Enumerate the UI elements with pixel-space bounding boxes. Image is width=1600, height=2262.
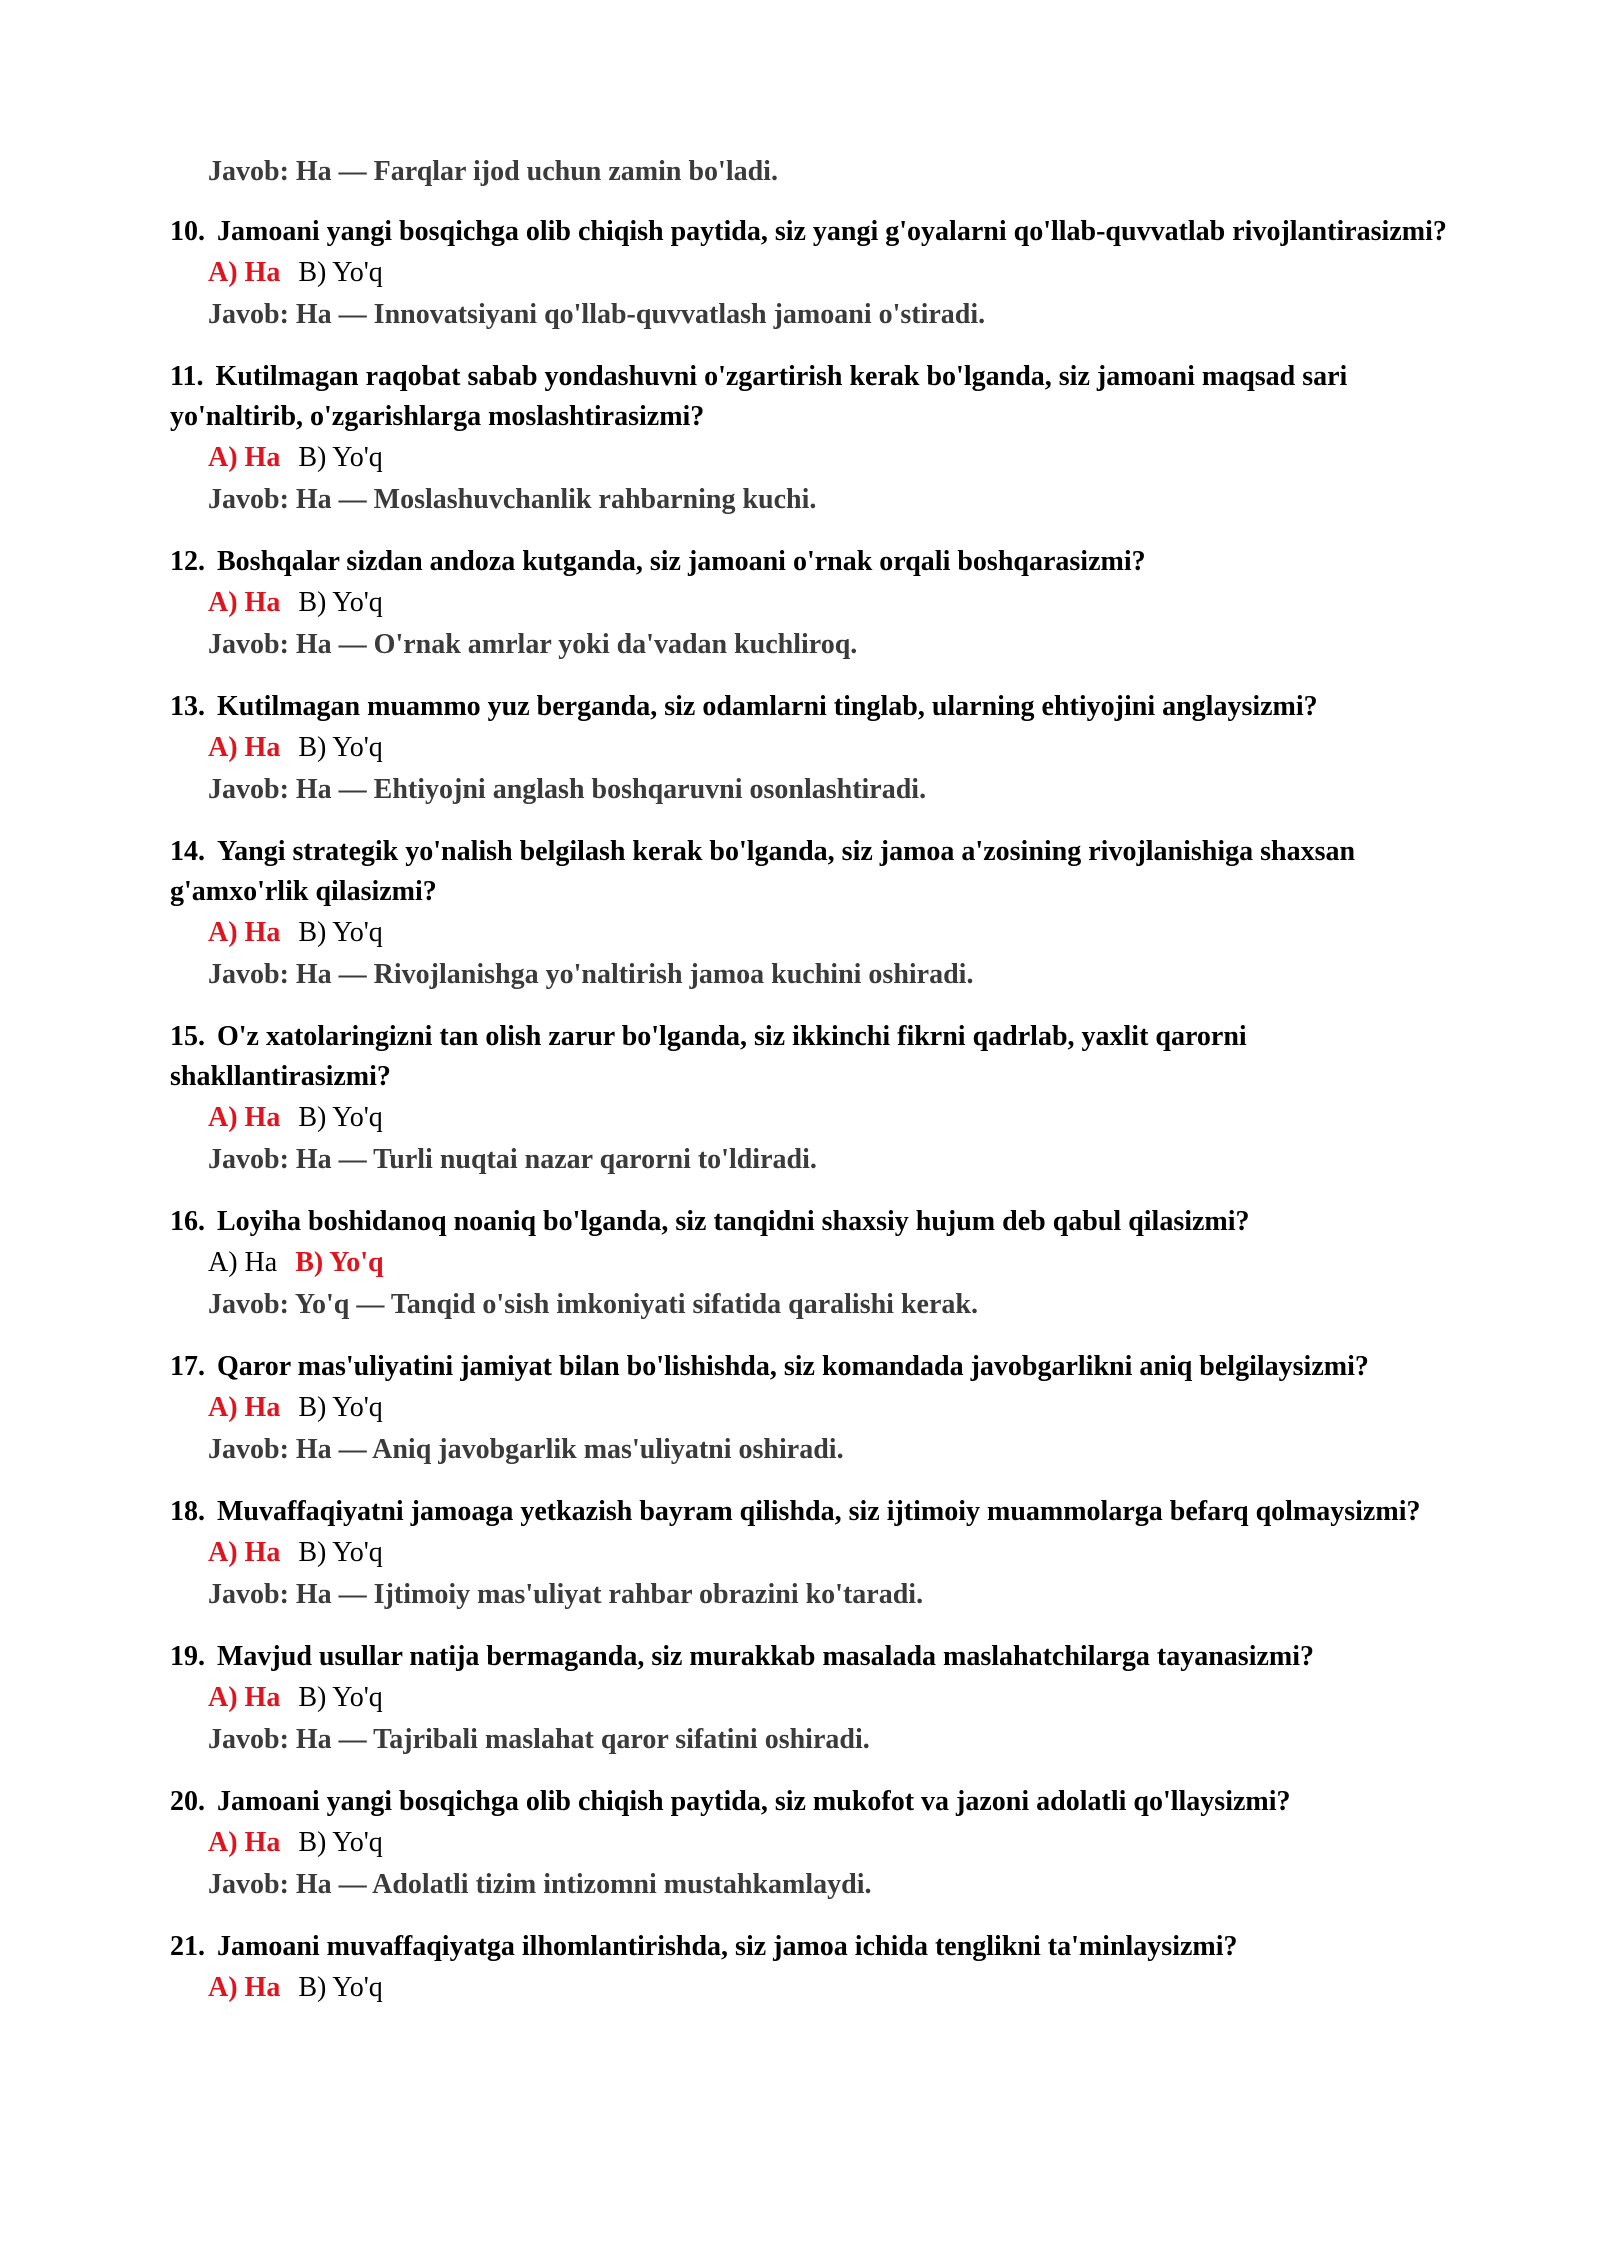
- question-item: [170, 357, 1460, 521]
- question-text: Jamoani muvaffaqiyatga ilhomlantirishda, siz jamoa ichida tenglikni ta'minlaysizmi?: [217, 1931, 1238, 1962]
- option-b: B) Yo'q: [298, 257, 383, 288]
- question-text-line: [170, 357, 1460, 437]
- question-number: 16.: [170, 1206, 205, 1237]
- question-number: 19.: [170, 1641, 205, 1672]
- question-item: [170, 542, 1460, 666]
- question-number: 11.: [170, 361, 204, 392]
- question-text: Jamoani yangi bosqichga olib chiqish paytida, siz yangi g'oyalarni qo'llab-quvvatlab rivojlantirasizmi?: [217, 216, 1447, 247]
- option-b: B) Yo'q: [298, 1392, 383, 1423]
- answer-options: [170, 1097, 1460, 1139]
- question-text: Boshqalar sizdan andoza kutganda, siz jamoani o'rnak orqali boshqarasizmi?: [217, 546, 1146, 577]
- option-a: A) Ha: [208, 442, 281, 473]
- option-b: B) Yo'q: [298, 1827, 383, 1858]
- question-number: 10.: [170, 216, 205, 247]
- option-a: A) Ha: [208, 257, 281, 288]
- question-item: [170, 1637, 1460, 1761]
- question-text-line: [170, 1492, 1460, 1532]
- question-text-line: [170, 1202, 1460, 1242]
- option-a: A) Ha: [208, 1682, 281, 1713]
- answer-line: Javob: Ha — Adolatli tizim intizomni mustahkamlaydi.: [208, 1869, 872, 1900]
- question-item: [170, 1202, 1460, 1326]
- question-text-line: [170, 687, 1460, 727]
- option-b: B) Yo'q: [298, 732, 383, 763]
- option-b: B) Yo'q: [298, 1682, 383, 1713]
- question-list: [170, 212, 1460, 2030]
- option-a: A) Ha: [208, 1102, 281, 1133]
- question-text-line: [170, 542, 1460, 582]
- question-text: Qaror mas'uliyatini jamiyat bilan bo'lishishda, siz komandada javobgarlikni aniq belgilaysizmi?: [217, 1351, 1369, 1382]
- question-number: 17.: [170, 1351, 205, 1382]
- option-b: B) Yo'q: [298, 442, 383, 473]
- answer-line: Javob: Yo'q — Tanqid o'sish imkoniyati sifatida qaralishi kerak.: [208, 1289, 978, 1320]
- question-text: Kutilmagan muammo yuz berganda, siz odamlarni tinglab, ularning ehtiyojini anglaysizmi?: [217, 691, 1318, 722]
- option-a: A) Ha: [208, 1972, 281, 2003]
- option-a: A) Ha: [208, 1247, 278, 1278]
- question-text-line: [170, 1782, 1460, 1822]
- answer-options: [170, 582, 1460, 624]
- question-number: 13.: [170, 691, 205, 722]
- answer-options: [170, 1532, 1460, 1574]
- question-text: Yangi strategik yo'nalish belgilash kerak bo'lganda, siz jamoa a'zosining rivojlanishiga shaxsan g'amxo'rlik qilasizmi?: [170, 836, 1356, 907]
- option-a: A) Ha: [208, 1392, 281, 1423]
- answer-options: [170, 1822, 1460, 1864]
- option-b: B) Yo'q: [298, 587, 383, 618]
- question-text: O'z xatolaringizni tan olish zarur bo'lganda, siz ikkinchi fikrni qadrlab, yaxlit qarorni shakllantirasizmi?: [170, 1021, 1247, 1092]
- answer-line: Javob: Ha — Ijtimoiy mas'uliyat rahbar obrazini ko'taradi.: [208, 1579, 924, 1610]
- option-b: B) Yo'q: [298, 1972, 383, 2003]
- question-item: [170, 212, 1460, 336]
- question-text: Muvaffaqiyatni jamoaga yetkazish bayram qilishda, siz ijtimoiy muammolarga befarq qolmaysizmi?: [217, 1496, 1421, 1527]
- question-item: [170, 687, 1460, 811]
- option-b: B) Yo'q: [298, 917, 383, 948]
- question-item: [170, 1782, 1460, 1906]
- question-number: 20.: [170, 1786, 205, 1817]
- question-number: 18.: [170, 1496, 205, 1527]
- answer-line: Javob: Ha — Innovatsiyani qo'llab-quvvatlash jamoani o'stiradi.: [208, 299, 986, 330]
- question-text-line: [170, 1637, 1460, 1677]
- question-item: [170, 832, 1460, 996]
- question-text-line: [170, 1017, 1460, 1097]
- option-b: B) Yo'q: [295, 1247, 384, 1278]
- option-b: B) Yo'q: [298, 1537, 383, 1568]
- answer-options: [170, 1677, 1460, 1719]
- answer-line: Javob: Ha — Tajribali maslahat qaror sifatini oshiradi.: [208, 1724, 870, 1755]
- answer-line: Javob: Ha — Farqlar ijod uchun zamin bo'ladi.: [208, 156, 778, 187]
- answer-options: [170, 1387, 1460, 1429]
- question-text-line: [170, 1927, 1460, 1967]
- answer-options: [170, 1242, 1460, 1284]
- question-text-line: [170, 212, 1460, 252]
- option-a: A) Ha: [208, 1827, 281, 1858]
- answer-line: Javob: Ha — Aniq javobgarlik mas'uliyatni oshiradi.: [208, 1434, 844, 1465]
- question-number: 14.: [170, 836, 205, 867]
- question-number: 12.: [170, 546, 205, 577]
- question-item: [170, 1492, 1460, 1616]
- question-text: Kutilmagan raqobat sabab yondashuvni o'zgartirish kerak bo'lganda, siz jamoani maqsad sari yo'naltirib, o'zgarishlarga moslashtirasizmi?: [170, 361, 1348, 432]
- answer-options: [170, 437, 1460, 479]
- answer-options: [170, 727, 1460, 769]
- question-text-line: [170, 1347, 1460, 1387]
- answer-line: Javob: Ha — Moslashuvchanlik rahbarning kuchi.: [208, 484, 817, 515]
- answer-options: [170, 912, 1460, 954]
- option-a: A) Ha: [208, 732, 281, 763]
- answer-line: Javob: Ha — O'rnak amrlar yoki da'vadan kuchliroq.: [208, 629, 858, 660]
- question-text: Loyiha boshidanoq noaniq bo'lganda, siz tanqidni shaxsiy hujum deb qabul qilasizmi?: [217, 1206, 1250, 1237]
- option-a: A) Ha: [208, 1537, 281, 1568]
- question-number: 21.: [170, 1931, 205, 1962]
- question-item: [170, 1927, 1460, 2009]
- question-text: Jamoani yangi bosqichga olib chiqish paytida, siz mukofot va jazoni adolatli qo'llaysizmi?: [217, 1786, 1291, 1817]
- option-b: B) Yo'q: [298, 1102, 383, 1133]
- question-item: [170, 1347, 1460, 1471]
- question-number: 15.: [170, 1021, 205, 1052]
- option-a: A) Ha: [208, 587, 281, 618]
- answer-options: [170, 252, 1460, 294]
- answer-options: [170, 1967, 1460, 2009]
- option-a: A) Ha: [208, 917, 281, 948]
- question-text-line: [170, 832, 1460, 912]
- question-text: Mavjud usullar natija bermaganda, siz murakkab masalada maslahatchilarga tayanasizmi?: [217, 1641, 1315, 1672]
- question-item: [170, 1017, 1460, 1181]
- answer-line: Javob: Ha — Ehtiyojni anglash boshqaruvni osonlashtiradi.: [208, 774, 927, 805]
- answer-line: Javob: Ha — Turli nuqtai nazar qarorni to'ldiradi.: [208, 1144, 817, 1175]
- answer-line: Javob: Ha — Rivojlanishga yo'naltirish jamoa kuchini oshiradi.: [208, 959, 974, 990]
